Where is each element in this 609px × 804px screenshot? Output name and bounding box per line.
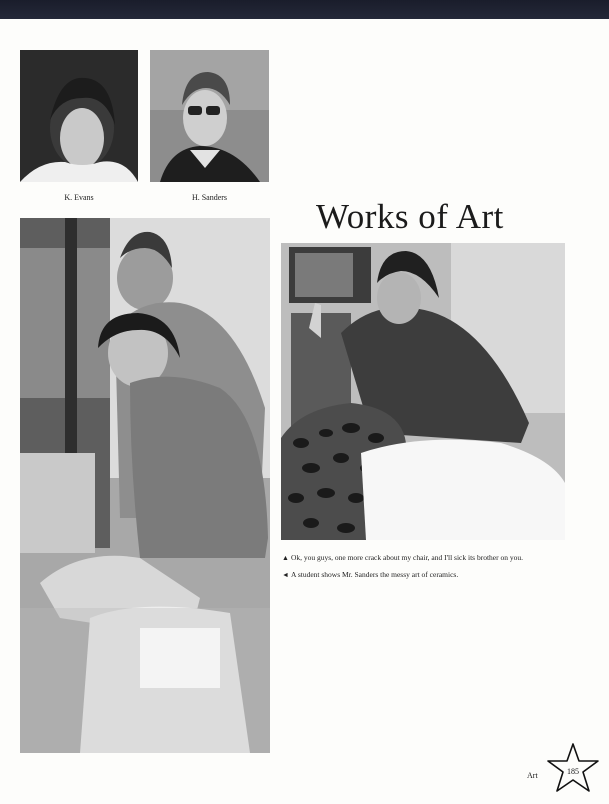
footer-section-label: Art: [527, 771, 538, 780]
caption-chair-text: Ok, you guys, one more crack about my chair, and I'll sick its brother on you.: [290, 553, 523, 562]
portrait-name-k-evans: K. Evans: [64, 193, 94, 202]
ceramics-photo: [20, 218, 270, 753]
portrait-name-h-sanders: H. Sanders: [191, 193, 228, 202]
page-number: 185: [567, 767, 579, 776]
caption-marker-up: ▲: [282, 554, 289, 562]
portrait-photo-k-evans: [20, 50, 138, 182]
portrait-photo-h-sanders: [150, 50, 269, 182]
caption-ceramics: [282, 570, 458, 579]
page-heading: Works of Art: [316, 197, 504, 236]
top-edge-bar: [0, 0, 609, 19]
leopard-chair-photo: [281, 243, 565, 540]
caption-marker-left: ◄: [282, 571, 289, 579]
caption-chair: [282, 553, 523, 562]
caption-ceramics-text: A student shows Mr. Sanders the messy art of ceramics.: [290, 570, 459, 579]
